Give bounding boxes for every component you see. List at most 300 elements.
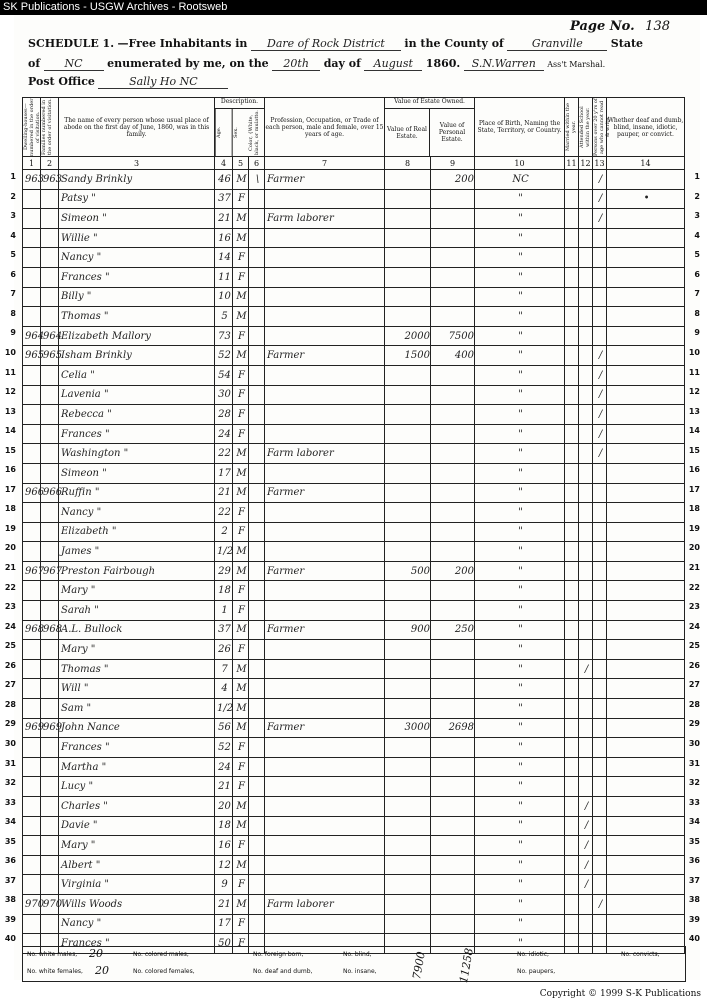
- birthplace-cell: ": [475, 228, 565, 248]
- column-number: 6: [249, 157, 265, 170]
- enumeration-day: 20th: [272, 57, 320, 71]
- line-number: 5: [694, 250, 700, 260]
- personal-estate-cell: [431, 542, 475, 562]
- school-cell: /: [579, 797, 593, 817]
- occupation-cell: Farmer: [265, 170, 385, 190]
- birthplace-cell: ": [475, 346, 565, 366]
- line-number: 35: [4, 836, 16, 846]
- line-number: 1: [694, 172, 700, 181]
- age-cell: 21: [215, 483, 233, 503]
- line-number: 22: [688, 582, 700, 592]
- occupation-cell: [265, 503, 385, 523]
- white-males-count: 20: [89, 947, 103, 960]
- occupation-cell: Farm laborer: [265, 444, 385, 464]
- personal-estate-cell: [431, 503, 475, 523]
- line-number: 40: [688, 934, 700, 944]
- line-number: 24: [688, 621, 700, 631]
- married-cell: [565, 561, 579, 581]
- person-name: Nancy ": [59, 503, 215, 523]
- age-cell: 22: [215, 503, 233, 523]
- disability-cell: [607, 424, 685, 444]
- person-name: Albert ": [59, 855, 215, 875]
- line-number: 27: [4, 680, 16, 690]
- real-estate-cell: [385, 365, 431, 385]
- day-of-label: day of: [323, 57, 361, 70]
- dwelling-number: [23, 503, 41, 523]
- person-name: Mary ": [59, 640, 215, 660]
- person-name: Wills Woods: [59, 894, 215, 914]
- occupation-cell: Farmer: [265, 483, 385, 503]
- sex-cell: F: [233, 836, 249, 856]
- dwelling-number: [23, 875, 41, 895]
- dwelling-number: [23, 855, 41, 875]
- dwelling-number: [23, 699, 41, 719]
- birthplace-cell: ": [475, 463, 565, 483]
- school-cell: [579, 561, 593, 581]
- literacy-cell: [593, 738, 607, 758]
- family-number: [41, 601, 59, 621]
- dwelling-number: [23, 542, 41, 562]
- real-estate-cell: 2000: [385, 326, 431, 346]
- table-row: [23, 679, 685, 699]
- personal-estate-cell: 200: [431, 561, 475, 581]
- dwelling-number: [23, 914, 41, 934]
- person-name: Charles ": [59, 797, 215, 817]
- person-name: Will ": [59, 679, 215, 699]
- married-cell: [565, 875, 579, 895]
- family-number: [41, 209, 59, 229]
- sex-cell: F: [233, 326, 249, 346]
- married-cell: [565, 601, 579, 621]
- person-name: Rebecca ": [59, 405, 215, 425]
- line-number: 23: [688, 602, 700, 612]
- real-estate-cell: [385, 699, 431, 719]
- literacy-cell: [593, 267, 607, 287]
- column-number: 13: [594, 158, 605, 168]
- table-row: [23, 699, 685, 719]
- blind-label: No. blind,: [343, 951, 372, 958]
- occupation-cell: Farm laborer: [265, 894, 385, 914]
- person-name: Ruffin ": [59, 483, 215, 503]
- literacy-cell: /: [593, 405, 607, 425]
- personal-estate-cell: [431, 738, 475, 758]
- white-females-count: 20: [95, 964, 109, 977]
- disability-cell: [607, 659, 685, 679]
- line-number: 11: [4, 367, 16, 377]
- personal-estate-cell: [431, 836, 475, 856]
- disability-cell: [607, 444, 685, 464]
- personal-estate-cell: [431, 659, 475, 679]
- color-cell: [249, 542, 265, 562]
- line-number: 28: [4, 699, 16, 709]
- sex-cell: M: [233, 287, 249, 307]
- age-cell: 56: [215, 718, 233, 738]
- school-cell: [579, 189, 593, 209]
- school-cell: [579, 503, 593, 523]
- real-estate-cell: [385, 757, 431, 777]
- literacy-cell: [593, 463, 607, 483]
- line-number: 14: [688, 426, 700, 436]
- dwelling-number: 965: [23, 346, 41, 366]
- married-cell: [565, 855, 579, 875]
- age-cell: 9: [215, 875, 233, 895]
- literacy-cell: /: [593, 444, 607, 464]
- dwelling-number: [23, 659, 41, 679]
- dwelling-number: [23, 777, 41, 797]
- birthplace-cell: ": [475, 934, 565, 954]
- person-name: Preston Fairbough: [59, 561, 215, 581]
- person-name: Virginia ": [59, 875, 215, 895]
- color-cell: [249, 699, 265, 719]
- married-cell: [565, 757, 579, 777]
- birthplace-cell: ": [475, 522, 565, 542]
- birthplace-cell: ": [475, 385, 565, 405]
- sex-cell: F: [233, 424, 249, 444]
- literacy-cell: [593, 503, 607, 523]
- disability-cell: [607, 326, 685, 346]
- literacy-cell: [593, 718, 607, 738]
- color-cell: [249, 189, 265, 209]
- col-sex-header: Sex.: [232, 109, 249, 156]
- sex-cell: F: [233, 503, 249, 523]
- school-cell: /: [579, 659, 593, 679]
- sex-cell: F: [233, 757, 249, 777]
- married-cell: [565, 307, 579, 327]
- color-cell: [249, 444, 265, 464]
- birthplace-cell: ": [475, 542, 565, 562]
- family-number: [41, 816, 59, 836]
- personal-estate-cell: [431, 894, 475, 914]
- color-cell: [249, 757, 265, 777]
- age-cell: 2: [215, 522, 233, 542]
- occupation-cell: [265, 542, 385, 562]
- age-cell: 1/2: [215, 542, 233, 562]
- occupation-cell: [265, 699, 385, 719]
- birthplace-cell: ": [475, 503, 565, 523]
- age-cell: 26: [215, 640, 233, 660]
- age-cell: 20: [215, 797, 233, 817]
- column-number: 14: [607, 157, 685, 170]
- personal-estate-cell: 2698: [431, 718, 475, 738]
- column-number: 9: [431, 157, 475, 170]
- sex-cell: F: [233, 914, 249, 934]
- table-row: [23, 444, 685, 464]
- married-cell: [565, 581, 579, 601]
- birthplace-cell: ": [475, 365, 565, 385]
- age-cell: 1/2: [215, 699, 233, 719]
- real-estate-cell: [385, 659, 431, 679]
- line-number: 33: [4, 797, 16, 807]
- color-cell: [249, 777, 265, 797]
- married-cell: [565, 248, 579, 268]
- description-label: Description.: [215, 98, 264, 109]
- line-number: 8: [10, 308, 16, 318]
- literacy-cell: [593, 248, 607, 268]
- state-label: State: [610, 37, 644, 50]
- literacy-cell: /: [593, 209, 607, 229]
- marshal-name: S.N.Warren: [464, 57, 544, 71]
- disability-cell: [607, 875, 685, 895]
- dwelling-number: 964: [23, 326, 41, 346]
- person-name: Billy ": [59, 287, 215, 307]
- birthplace-cell: ": [475, 424, 565, 444]
- line-number: 35: [688, 836, 700, 846]
- disability-cell: [607, 503, 685, 523]
- sex-cell: M: [233, 797, 249, 817]
- line-number: 12: [4, 387, 16, 397]
- birthplace-cell: ": [475, 561, 565, 581]
- disability-cell: [607, 679, 685, 699]
- age-cell: 18: [215, 581, 233, 601]
- dwelling-number: [23, 463, 41, 483]
- age-cell: 37: [215, 620, 233, 640]
- age-cell: 21: [215, 894, 233, 914]
- birthplace-cell: ": [475, 326, 565, 346]
- line-number: 16: [688, 465, 700, 475]
- literacy-cell: [593, 855, 607, 875]
- disability-cell: [607, 601, 685, 621]
- sex-cell: F: [233, 365, 249, 385]
- idiotic-label: No. idiotic,: [517, 951, 549, 958]
- person-name: Mary ": [59, 581, 215, 601]
- table-row: [23, 561, 685, 581]
- state-name: NC: [44, 57, 104, 71]
- table-row: [23, 757, 685, 777]
- person-name: Patsy ": [59, 189, 215, 209]
- disability-cell: [607, 170, 685, 190]
- age-cell: 21: [215, 777, 233, 797]
- literacy-cell: /: [593, 385, 607, 405]
- dwelling-number: 970: [23, 894, 41, 914]
- age-cell: 52: [215, 738, 233, 758]
- family-number: [41, 542, 59, 562]
- school-cell: [579, 444, 593, 464]
- line-number: 20: [688, 543, 700, 553]
- real-estate-cell: [385, 601, 431, 621]
- age-cell: 14: [215, 248, 233, 268]
- col-birthplace-header: Place of Birth, Naming the State, Territory, or Country.: [475, 98, 565, 157]
- line-number: 38: [688, 895, 700, 905]
- page-number-label: Page No.: [570, 19, 635, 34]
- table-row: [23, 267, 685, 287]
- col-color-header: Color, {White, black, or mulatto.: [248, 110, 261, 155]
- family-number: [41, 267, 59, 287]
- family-number: [41, 444, 59, 464]
- real-estate-cell: [385, 405, 431, 425]
- age-cell: 11: [215, 267, 233, 287]
- family-number: 970: [41, 894, 59, 914]
- birthplace-cell: ": [475, 483, 565, 503]
- table-row: [23, 287, 685, 307]
- married-cell: [565, 620, 579, 640]
- real-estate-cell: [385, 914, 431, 934]
- real-estate-cell: [385, 483, 431, 503]
- colored-females-label: No. colored females,: [133, 968, 195, 975]
- disability-cell: [607, 738, 685, 758]
- person-name: Sam ": [59, 699, 215, 719]
- age-cell: 17: [215, 463, 233, 483]
- line-number: 30: [4, 738, 16, 748]
- sex-cell: F: [233, 934, 249, 954]
- school-cell: [579, 522, 593, 542]
- occupation-cell: Farmer: [265, 561, 385, 581]
- line-number: 1: [10, 172, 16, 181]
- table-row: [23, 777, 685, 797]
- disability-cell: [607, 894, 685, 914]
- page-number: [570, 19, 670, 34]
- person-name: James ": [59, 542, 215, 562]
- line-number: 39: [688, 914, 700, 924]
- line-number: 29: [688, 719, 700, 729]
- schedule-label: SCHEDULE 1.: [28, 37, 115, 50]
- schedule-title: —Free Inhabitants in: [117, 37, 248, 50]
- line-number: 32: [688, 778, 700, 788]
- dwelling-number: [23, 228, 41, 248]
- personal-estate-cell: [431, 228, 475, 248]
- line-number: 17: [4, 484, 16, 494]
- line-number: 21: [688, 563, 700, 572]
- birthplace-cell: ": [475, 307, 565, 327]
- birthplace-cell: ": [475, 777, 565, 797]
- color-cell: [249, 267, 265, 287]
- disability-cell: [607, 699, 685, 719]
- real-estate-cell: [385, 424, 431, 444]
- literacy-cell: [593, 228, 607, 248]
- personal-estate-cell: 200: [431, 170, 475, 190]
- sex-cell: F: [233, 405, 249, 425]
- school-cell: [579, 581, 593, 601]
- column-number: 11: [566, 158, 577, 168]
- table-row: [23, 385, 685, 405]
- age-cell: 1: [215, 601, 233, 621]
- color-cell: [249, 894, 265, 914]
- literacy-cell: [593, 797, 607, 817]
- school-cell: [579, 483, 593, 503]
- real-estate-cell: [385, 836, 431, 856]
- birthplace-cell: ": [475, 287, 565, 307]
- disability-cell: [607, 914, 685, 934]
- school-cell: [579, 914, 593, 934]
- occupation-cell: [265, 816, 385, 836]
- literacy-cell: [593, 640, 607, 660]
- birthplace-cell: ": [475, 757, 565, 777]
- sex-cell: M: [233, 542, 249, 562]
- dwelling-number: [23, 601, 41, 621]
- occupation-cell: [265, 228, 385, 248]
- personal-estate-cell: [431, 385, 475, 405]
- occupation-cell: [265, 248, 385, 268]
- table-row: [23, 855, 685, 875]
- birthplace-cell: ": [475, 581, 565, 601]
- school-cell: [579, 738, 593, 758]
- line-number: 12: [688, 387, 700, 397]
- line-number: 5: [10, 250, 16, 260]
- disability-cell: [607, 248, 685, 268]
- literacy-cell: /: [593, 346, 607, 366]
- family-number: [41, 365, 59, 385]
- disability-cell: [607, 620, 685, 640]
- dwelling-number: [23, 365, 41, 385]
- dwelling-number: [23, 816, 41, 836]
- column-number: 4: [215, 157, 233, 170]
- family-number: [41, 228, 59, 248]
- family-number: [41, 287, 59, 307]
- sex-cell: M: [233, 170, 249, 190]
- white-females-label: No. white females,: [27, 968, 83, 975]
- table-row: [23, 248, 685, 268]
- family-number: 969: [41, 718, 59, 738]
- col-occupation-header: Profession, Occupation, or Trade of each person, male and female, over 15 years of age.: [265, 98, 385, 157]
- personal-estate-cell: [431, 816, 475, 836]
- birthplace-cell: ": [475, 248, 565, 268]
- sex-cell: F: [233, 385, 249, 405]
- age-cell: 18: [215, 816, 233, 836]
- school-cell: [579, 463, 593, 483]
- family-number: [41, 797, 59, 817]
- family-number: [41, 503, 59, 523]
- table-row: [23, 189, 685, 209]
- birthplace-cell: ": [475, 894, 565, 914]
- age-cell: 21: [215, 209, 233, 229]
- occupation-cell: Farmer: [265, 620, 385, 640]
- deaf-dumb-label: No. deaf and dumb,: [253, 968, 313, 975]
- summary-footer: [22, 946, 686, 982]
- sex-cell: M: [233, 894, 249, 914]
- line-number: 36: [688, 856, 700, 866]
- col-estate-header: [385, 98, 475, 157]
- literacy-cell: [593, 620, 607, 640]
- person-name: Elizabeth ": [59, 522, 215, 542]
- age-cell: 10: [215, 287, 233, 307]
- table-row: [23, 797, 685, 817]
- disability-cell: [607, 287, 685, 307]
- occupation-cell: [265, 385, 385, 405]
- sex-cell: M: [233, 444, 249, 464]
- occupation-cell: [265, 659, 385, 679]
- sex-cell: M: [233, 463, 249, 483]
- occupation-cell: [265, 679, 385, 699]
- column-number: 3: [59, 157, 215, 170]
- sex-cell: M: [233, 228, 249, 248]
- family-number: [41, 424, 59, 444]
- table-row: [23, 503, 685, 523]
- school-cell: [579, 620, 593, 640]
- occupation-cell: [265, 914, 385, 934]
- literacy-cell: [593, 875, 607, 895]
- person-name: Isham Brinkly: [59, 346, 215, 366]
- table-row: [23, 522, 685, 542]
- married-cell: [565, 718, 579, 738]
- line-number: 36: [4, 856, 16, 866]
- occupation-cell: [265, 463, 385, 483]
- personal-estate-cell: [431, 287, 475, 307]
- enumeration-line: [28, 57, 605, 71]
- sex-cell: M: [233, 679, 249, 699]
- copyright-notice: Copyright © 1999 S-K Publications: [539, 989, 701, 999]
- dwelling-number: [23, 679, 41, 699]
- line-number: 25: [4, 641, 16, 651]
- personal-estate-cell: [431, 757, 475, 777]
- family-number: [41, 189, 59, 209]
- line-number: 9: [10, 328, 16, 338]
- color-cell: [249, 463, 265, 483]
- married-cell: [565, 405, 579, 425]
- real-estate-cell: [385, 189, 431, 209]
- color-cell: [249, 855, 265, 875]
- occupation-cell: Farmer: [265, 346, 385, 366]
- birthplace-cell: ": [475, 659, 565, 679]
- marshal-label: Ass't Marshal.: [547, 60, 606, 69]
